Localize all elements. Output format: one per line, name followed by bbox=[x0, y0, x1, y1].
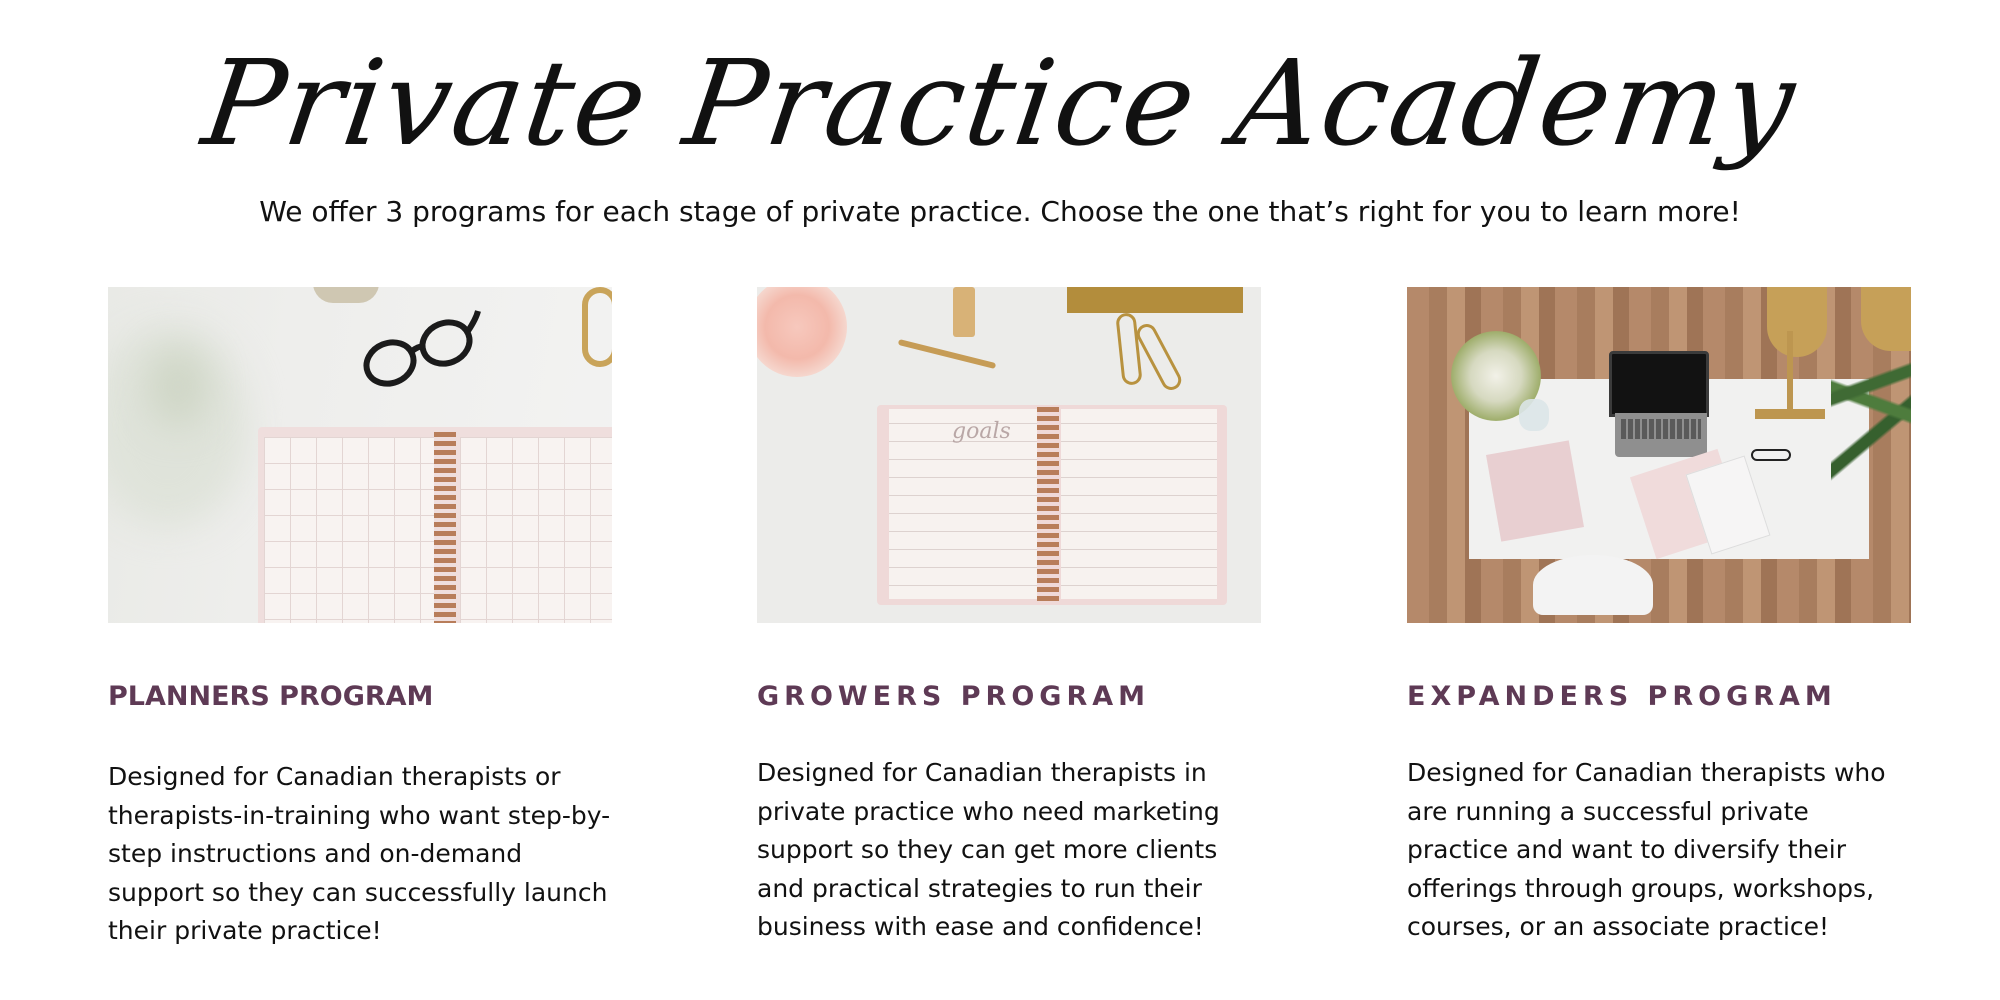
program-description: Designed for Canadian therapists in private practice who need marketing support so they can get more clients and practical strategies to run their business with ease and confidence! bbox=[757, 758, 1220, 941]
program-description: Designed for Canadian therapists or therapists-in-training who want step-by-step instructions and on-demand support so they can successfully launch their private practice! bbox=[108, 762, 611, 945]
program-card-planners[interactable] bbox=[108, 287, 612, 945]
program-card-growers[interactable] bbox=[757, 287, 1261, 941]
program-title[interactable]: EXPANDERS PROGRAM bbox=[1407, 681, 1837, 712]
program-card-expanders[interactable] bbox=[1407, 287, 1911, 941]
program-title[interactable]: PLANNERS PROGRAM bbox=[108, 681, 434, 712]
program-description: Designed for Canadian therapists who are running a successful private practice and want to diversify their offerings through groups, workshops, courses, or an associate practice! bbox=[1407, 758, 1886, 941]
page-subtitle: We offer 3 programs for each stage of private practice. Choose the one that’s right for you to learn more! bbox=[259, 195, 1741, 228]
program-title[interactable]: GROWERS PROGRAM bbox=[757, 681, 1151, 712]
page-title: Private Practice Academy bbox=[195, 34, 1805, 172]
expanders-program-image[interactable] bbox=[1407, 287, 1911, 623]
planners-program-image[interactable] bbox=[108, 287, 612, 623]
growers-program-image[interactable]: goals bbox=[757, 287, 1261, 623]
